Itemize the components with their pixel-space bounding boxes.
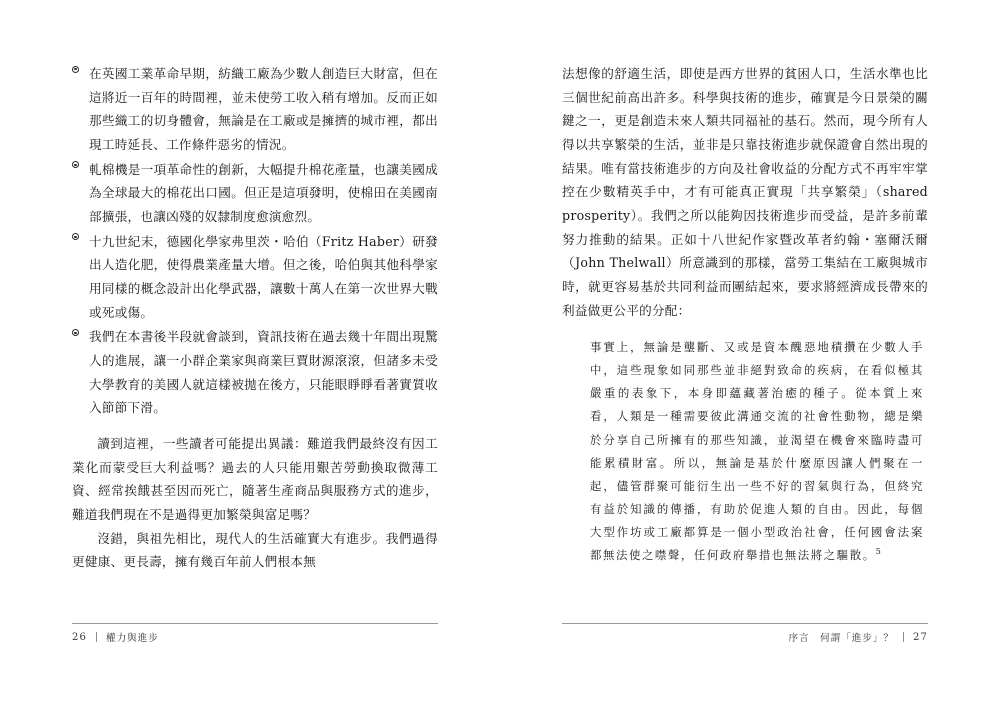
bullet-list bbox=[72, 62, 438, 420]
left-page-body bbox=[72, 62, 438, 574]
footnote-marker: 5 bbox=[875, 546, 881, 556]
bullet-icon bbox=[72, 233, 79, 240]
footer-separator-icon bbox=[903, 632, 904, 642]
page-number: 26 bbox=[72, 631, 88, 643]
list-item bbox=[72, 62, 438, 157]
list-item-text: 十九世紀末，德國化學家弗里茨・哈伯（Fritz Haber）研發出人造化肥，使得農業產量大增。但之後，哈伯與其他科學家用同樣的概念設計出化學武器，讓數十萬人在第一次世界大戰或死或傷。 bbox=[89, 233, 438, 320]
paragraph: 讀到這裡，一些讀者可能提出異議：難道我們最終沒有因工業化而蒙受巨大利益嗎？過去的人只能用艱苦勞動換取微薄工資、經常挨餓甚至因而死亡，隨著生產商品與服務方式的進步，難道我們現在不是過得更加繁榮與富足嗎？ bbox=[72, 436, 438, 523]
list-item-text: 我們在本書後半段就會談到，資訊技術在過去幾十年間出現驚人的進展，讓一小群企業家與商業巨賈財源滾滾，但諸多未受大學教育的美國人就這樣被拋在後方，只能眼睜睜看著實質收入節節下滑。 bbox=[89, 329, 438, 416]
block-quote bbox=[562, 336, 928, 566]
footer-divider bbox=[72, 623, 438, 624]
left-page-footer bbox=[0, 623, 500, 643]
running-head: 權力與進步 bbox=[106, 633, 159, 644]
block-quote-text: 事實上，無論是壟斷、又或是資本醜惡地積攢在少數人手中，這些現象如同那些並非絕對致命的疾病，在看似極其嚴重的表象下，本身即蘊藏著治癒的種子。從本質上來看，人類是一種需要彼此溝通交流的社會性動物，總是樂於分享自己所擁有的那些知識，並渴望在機會來臨時盡可能累積財富。所以，無論是基於什麼原因讓人們聚在一起，儘管群聚可能衍生出一些不好的習氣與行為，但終究有益於知識的傳播，有助於促進人類的自由。因此，每個大型作坊或工廠都算是一個小型政治社會，任何國會法案都無法使之噤聲，任何政府舉措也無法將之驅散。 bbox=[590, 340, 924, 562]
footer-divider bbox=[562, 623, 928, 624]
list-item bbox=[72, 158, 438, 229]
list-item-text: 軋棉機是一項革命性的創新，大幅提升棉花產量，也讓美國成為全球最大的棉花出口國。但正是這項發明，使棉田在美國南部擴張，也讓凶殘的奴隸制度愈演愈烈。 bbox=[89, 161, 438, 225]
bullet-icon bbox=[72, 329, 79, 336]
footer-content bbox=[72, 630, 159, 644]
footer-content bbox=[788, 630, 928, 644]
list-item bbox=[72, 325, 438, 420]
footer-separator-icon bbox=[96, 632, 97, 642]
right-page-body bbox=[562, 62, 928, 567]
right-page-footer bbox=[500, 623, 1000, 643]
right-page bbox=[500, 0, 1000, 701]
bullet-icon bbox=[72, 161, 79, 168]
paragraph: 沒錯，與祖先相比，現代人的生活確實大有進步。我們過得更健康、更長壽，擁有幾百年前人們根本無 bbox=[72, 530, 438, 570]
list-item-text: 在英國工業革命早期，紡織工廠為少數人創造巨大財富，但在這將近一百年的時間裡，並未使勞工收入稍有增加。反而正如那些織工的切身體會，無論是在工廠或是擁擠的城市裡，都出現工時延長、工作條件惡劣的情況。 bbox=[89, 66, 438, 153]
running-head: 序言 何謂「進步」？ bbox=[788, 633, 894, 644]
page-number: 27 bbox=[912, 631, 928, 643]
list-item bbox=[72, 230, 438, 325]
bullet-icon bbox=[72, 66, 79, 73]
paragraph: 法想像的舒適生活，即使是西方世界的貧困人口，生活水準也比三個世紀前高出許多。科學與技術的進步，確實是今日景榮的關鍵之一，更是創造未來人類共同福祉的基石。然而，現今所有人得以共享繁榮的生活，並非是只靠技術進步就保證會自然出現的結果。唯有當技術進步的方向及社會收益的分配方式不再牢牢掌控在少數精英手中，才有可能真正實現「共享繁榮」（shared prosperity）。我們之所以能夠因技術進步而受益，是許多前輩努力推動的結果。正如十八世紀作家暨改革者約翰・塞爾沃爾（John Thelwall）所意識到的那樣，當勞工集結在工廠與城市時，就更容易基於共同利益而團結起來，要求將經濟成長帶來的利益做更公平的分配： bbox=[562, 66, 928, 318]
